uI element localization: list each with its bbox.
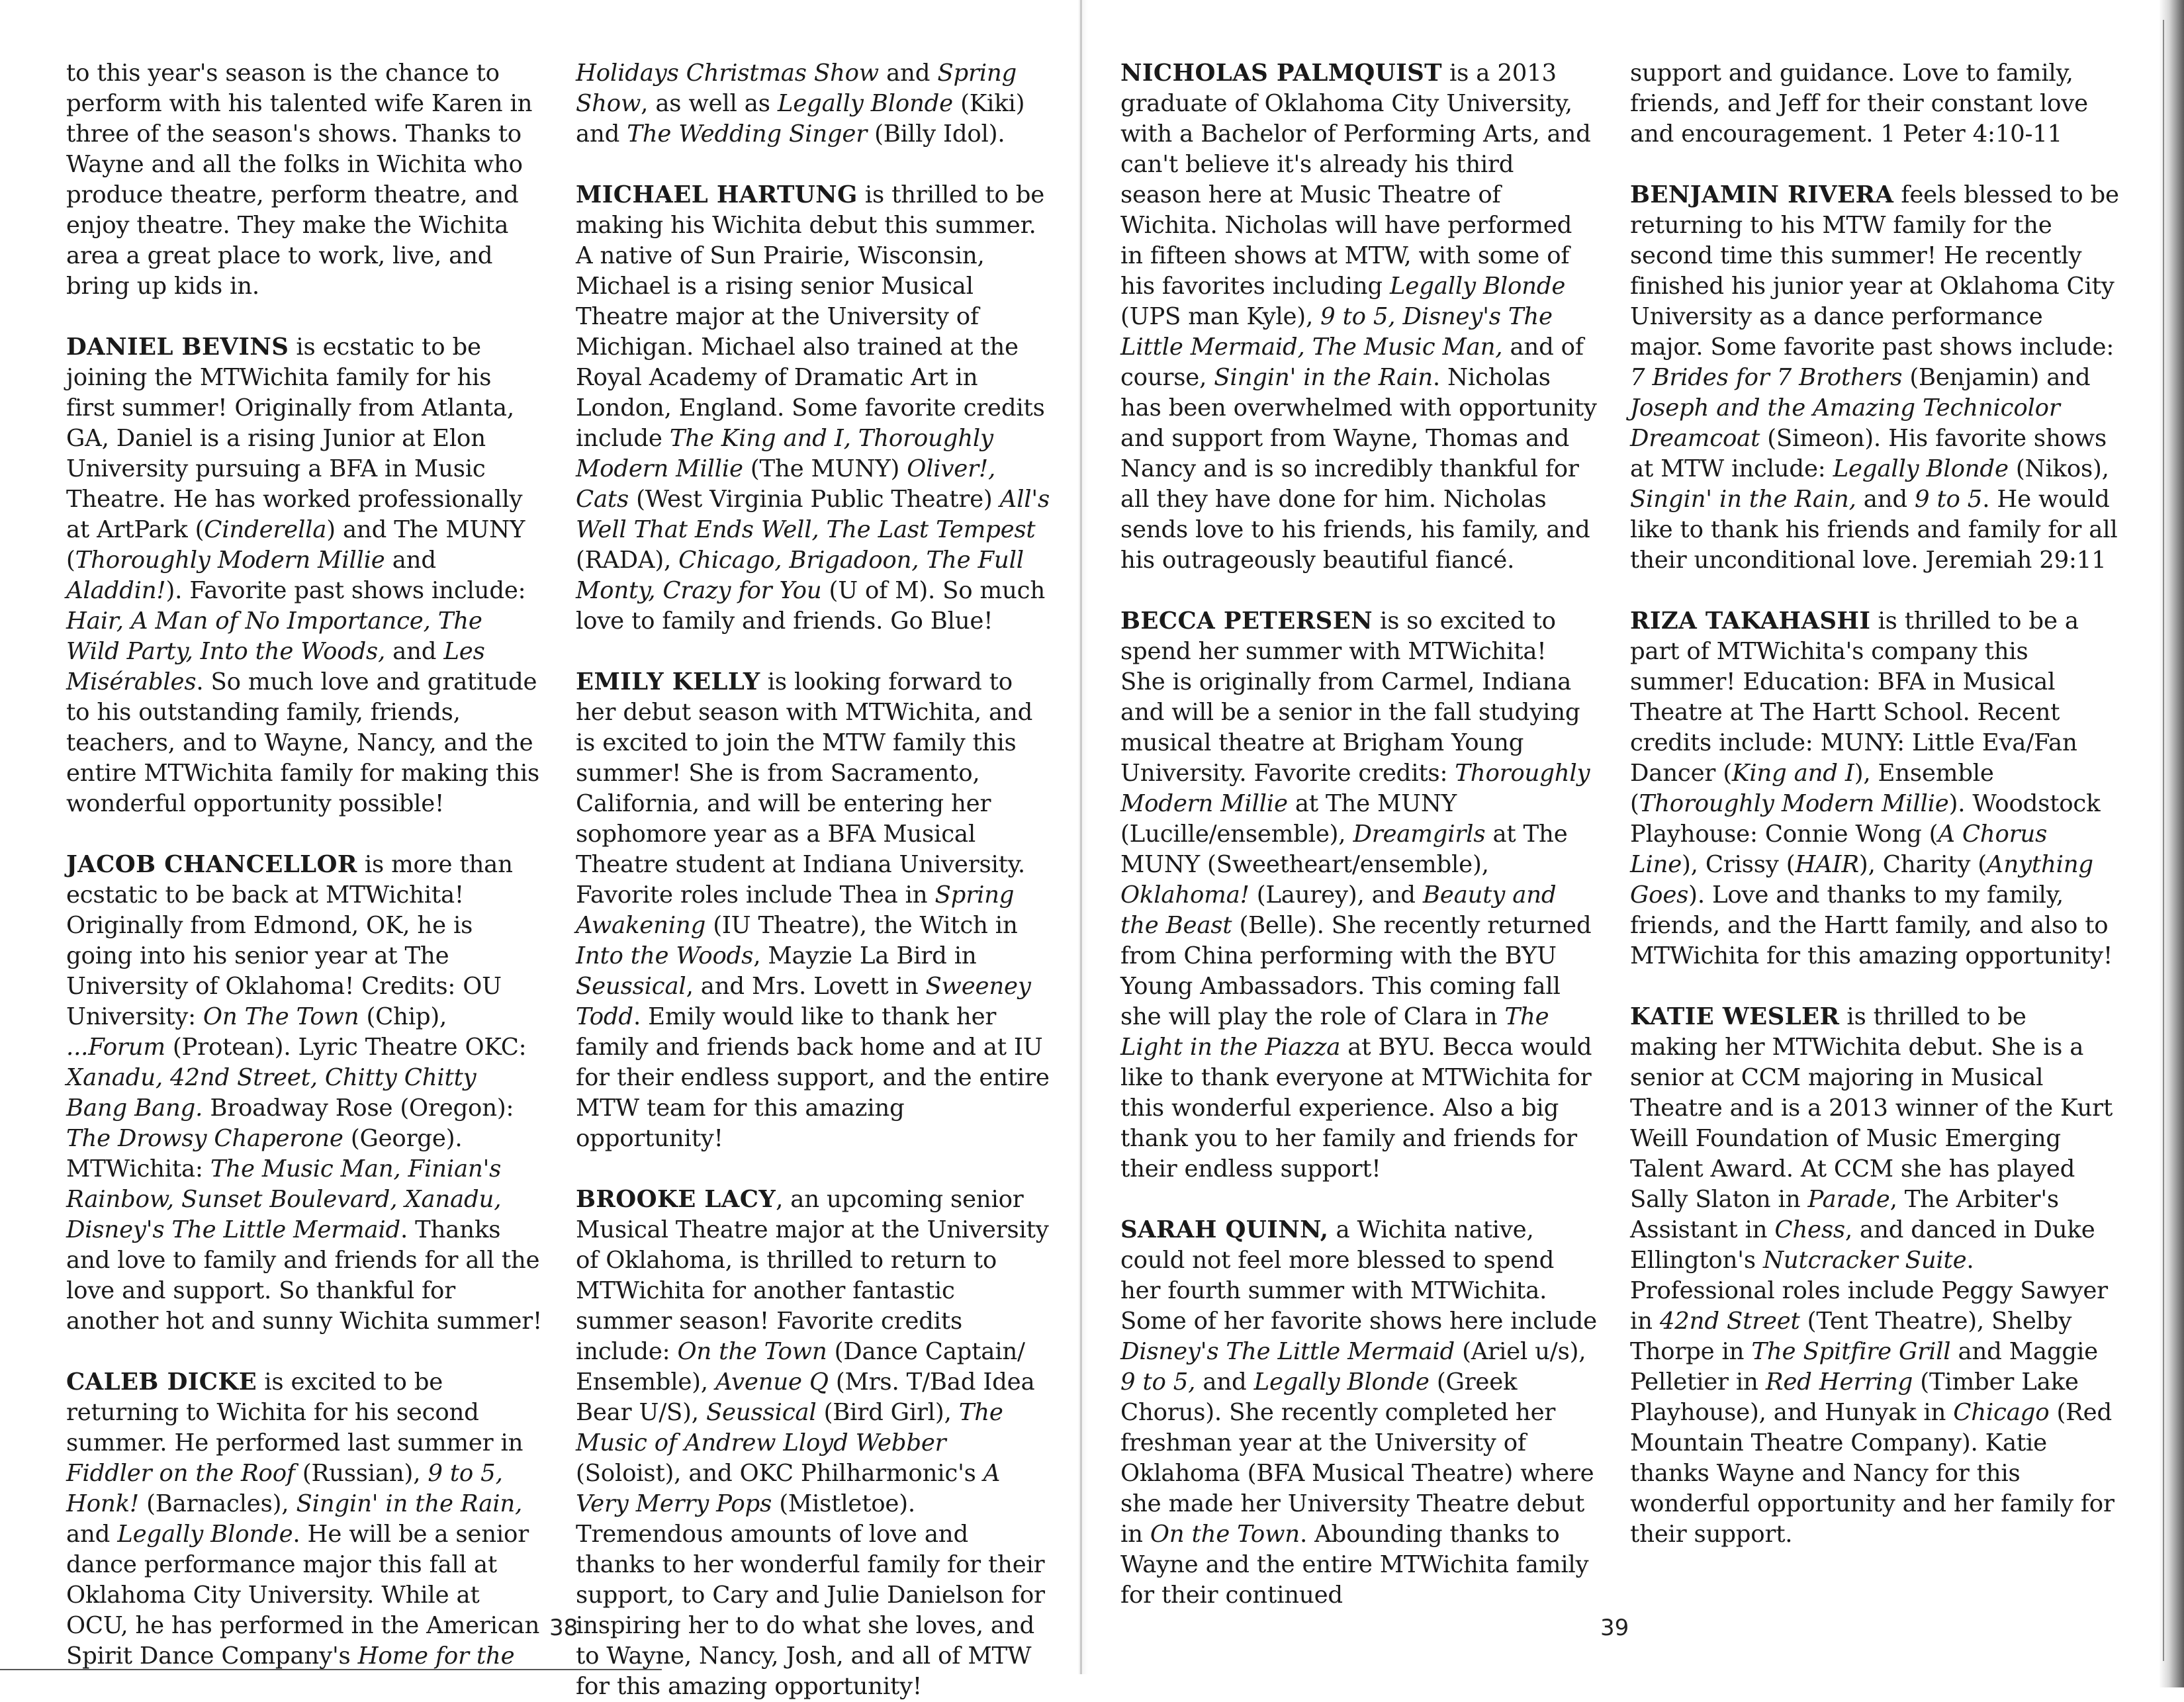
show-title: 9 to 5,: [1120, 1368, 1196, 1396]
show-title: 7 Brides for 7 Brothers: [1630, 364, 1903, 391]
bio-text: . He will be a senior dance performance major this fall at Oklahoma City University. While at OCU, he has performed in the American Spirit Dance Company's: [66, 1521, 540, 1670]
show-title: Aladdin!: [66, 577, 166, 604]
bio-text: (Bird Girl),: [816, 1399, 959, 1426]
bio-text: at BYU. Becca would like to thank everyone at MTWichita for this wonderful experience. Also a big thank you to her family and friends for their endless support!: [1120, 1034, 1592, 1183]
page-number-left: 38: [549, 1615, 578, 1641]
bio-column-1: [66, 58, 543, 1672]
bio-paragraph: [1630, 180, 2120, 576]
show-title: On the Town: [677, 1338, 827, 1365]
show-title: Thoroughly Modern Millie: [75, 547, 385, 574]
bio-text: ), Charity (: [1858, 851, 1987, 878]
bio-text: ). Woodstock Playhouse: Connie Wong (: [1630, 790, 2101, 848]
show-title: Red Herring: [1765, 1368, 1913, 1396]
bio-paragraph: [1630, 606, 2120, 971]
bio-text: ), Crissy (: [1682, 851, 1796, 878]
show-title: 9 to 5, Honk!: [66, 1460, 503, 1517]
bio-paragraph: [576, 180, 1052, 637]
show-title: Chess: [1774, 1216, 1845, 1243]
bio-text: (Kiki) and: [576, 90, 1025, 148]
bio-paragraph: [1630, 58, 2120, 150]
show-title: Legally Blonde: [117, 1521, 293, 1548]
bio-text: . Emily would like to thank her family and friends back home and at IU for their endless support, and the entire MTW team for this amazing opportunity!: [576, 1003, 1050, 1152]
performer-name: BECCA PETERSEN: [1120, 607, 1373, 635]
bio-paragraph: [576, 1185, 1052, 1702]
show-title: Singin' in the Rain,: [1630, 486, 1856, 513]
bio-column-4: [1630, 58, 2120, 1550]
bio-text: (Red Mountain Theatre Company). Katie thanks Wayne and Nancy for this wonderful opportunity and her family for their support.: [1630, 1399, 2115, 1548]
show-title: Thoroughly Modern Millie: [1639, 790, 1949, 817]
show-title: ...Forum: [66, 1034, 165, 1061]
show-title: On the Town: [1150, 1521, 1300, 1548]
bio-text: (Nikos),: [2008, 455, 2109, 482]
bio-text: is so excited to spend her summer with MTWichita! She is originally from Carmel, Indiana and will be a senior in the fall studying musical theatre at Brigham Young University. Favorite credits:: [1120, 607, 1580, 787]
show-title: A Chorus Line: [1630, 821, 2048, 878]
bio-text: . So much love and gratitude to his outstanding family, friends, teachers, and to Wayne, Nancy, and the entire MTWichita family for making this wonderful opportunity possible!: [66, 668, 540, 817]
show-title: Singin' in the Rain: [1214, 364, 1433, 391]
show-title: The King and I, Thoroughly Modern Millie: [576, 425, 993, 482]
bio-text: and Maggie Pelletier in: [1630, 1338, 2098, 1396]
bio-text: (Greek Chorus). She recently completed her freshman year at the University of Oklahoma (BFA Musical Theatre) where she made her University Theatre debut in: [1120, 1368, 1594, 1548]
bio-text: and: [66, 1521, 118, 1548]
bio-text: and: [879, 60, 938, 87]
bio-text: (Mrs. T/Bad Idea Bear U/S),: [576, 1368, 1035, 1426]
bio-text: , and Mrs. Lovett in: [686, 973, 926, 1000]
bio-paragraph: [1120, 58, 1597, 576]
show-title: HAIR: [1795, 851, 1859, 878]
bio-text: (IU Theatre), the Witch in: [705, 912, 1018, 939]
bio-text: ) and The MUNY (: [66, 516, 525, 574]
show-title: Legally Blonde: [1390, 273, 1566, 300]
page-number-right: 39: [1600, 1615, 1629, 1641]
show-title: Disney's The Little Mermaid: [1120, 1338, 1455, 1365]
bio-text: feels blessed to be returning to his MTW family for the second time this summer! He recently finished his junior year at Oklahoma City University as a dance performance major. Some favorite past shows include:: [1630, 181, 2119, 361]
bio-text: (Belle). She recently returned from China performing with the BYU Young Ambassadors. This coming fall she will play the role of Clara in: [1120, 912, 1592, 1030]
show-title: Thoroughly Modern Millie: [1120, 760, 1590, 817]
bio-text: at The MUNY (Sweetheart/ensemble),: [1120, 821, 1568, 878]
bio-text: , an upcoming senior Musical Theatre major at the University of Oklahoma, is thrilled to return to MTWichita for another fantastic summer season! Favorite credits include:: [576, 1186, 1049, 1365]
page-gutter: [1080, 0, 1082, 1674]
bio-text: is ecstatic to be joining the MTWichita family for his first summer! Originally from Atlanta, GA, Daniel is a rising Junior at Elon University pursuing a BFA in Music Theatre. He has worked professionally at ArtPark (: [66, 334, 523, 543]
bio-paragraph: [66, 850, 543, 1337]
bio-text: (Russian),: [295, 1460, 428, 1487]
show-title: Holidays Christmas Show: [576, 60, 879, 87]
bio-text: is more than ecstatic to be back at MTWichita! Originally from Edmond, OK, he is going into his senior year at The University of Oklahoma! Credits: OU University:: [66, 851, 513, 1030]
bio-text: (U of M). So much love to family and friends. Go Blue!: [576, 577, 1046, 635]
show-title: Singin' in the Rain,: [296, 1490, 523, 1517]
bio-text: . Abounding thanks to Wayne and the entire MTWichita family for their continued: [1120, 1521, 1589, 1609]
show-title: Les Misérables: [66, 638, 485, 695]
performer-name: KATIE WESLER: [1630, 1003, 1840, 1030]
show-title: Legally Blonde: [1253, 1368, 1430, 1396]
bio-text: and: [385, 547, 436, 574]
show-title: 9 to 5, Disney's The Little Mermaid, The Music Man,: [1120, 303, 1553, 361]
bio-text: is thrilled to be a part of MTWichita's company this summer! Education: BFA in Musical Theatre at The Hartt School. Recent credits include: MUNY: Little Eva/Fan Dancer (: [1630, 607, 2079, 787]
show-title: Seussical: [576, 973, 686, 1000]
show-title: Sweeney Todd: [576, 973, 1031, 1030]
bio-paragraph: [66, 1367, 543, 1672]
bio-text: , The Arbiter's Assistant in: [1630, 1186, 2059, 1243]
bio-text: (Soloist), and OKC Philharmonic's: [576, 1460, 983, 1487]
bio-text: (Chip),: [359, 1003, 447, 1030]
bio-paragraph: [66, 58, 543, 302]
bio-text: is thrilled to be making her MTWichita debut. She is a senior at CCM majoring in Musical Theatre and is a 2013 winner of the Kurt Weill Foundation of Music Emerging Talent Award. At CCM she has played Sally Slaton in: [1630, 1003, 2113, 1213]
bio-text: . Thanks and love to family and friends for all the love and support. So thankful for another hot and sunny Wichita summer!: [66, 1216, 543, 1335]
bio-text: (Mistletoe). Tremendous amounts of love and thanks to her wonderful family for their support, to Cary and Julie Danielson for inspiring her to do what she loves, and to Wayne, Nancy, Josh, and all of MTW for this amazing opportunity!: [576, 1490, 1045, 1700]
performer-name: SARAH QUINN,: [1120, 1216, 1329, 1243]
show-title: Anything Goes: [1630, 851, 2093, 909]
show-title: Legally Blonde: [777, 90, 953, 117]
bio-text: (West Virginia Public Theatre): [629, 486, 1000, 513]
show-title: 42nd Street: [1659, 1308, 1800, 1335]
bio-paragraph: [576, 58, 1052, 150]
show-title: All's Well That Ends Well, The Last Tempest: [576, 486, 1050, 543]
bio-text: and: [385, 638, 444, 665]
bio-text: is thrilled to be making his Wichita debut this summer. A native of Sun Prairie, Wisconsin, Michael is a rising senior Musical Theatre major at the University of Michigan. Michael also trained at the Royal Academy of Dramatic Art in London, England. Some favorite credits include: [576, 181, 1045, 452]
show-title: The Wedding Singer: [627, 120, 868, 148]
show-title: Chicago: [1953, 1399, 2050, 1426]
bio-text: Broadway Rose (Oregon):: [203, 1095, 514, 1122]
show-title: The Light in the Piazza: [1120, 1003, 1549, 1061]
bio-column-3: [1120, 58, 1597, 1611]
bio-text: (Simeon). His favorite shows at MTW include:: [1630, 425, 2107, 482]
show-title: Avenue Q: [715, 1368, 829, 1396]
bio-text: (UPS man Kyle),: [1120, 303, 1321, 330]
show-title: The Music of Andrew Lloyd Webber: [576, 1399, 1003, 1456]
bio-paragraph: [576, 667, 1052, 1154]
show-title: Seussical: [705, 1399, 817, 1426]
show-title: Into the Woods: [576, 942, 754, 969]
show-title: Oklahoma!: [1120, 881, 1250, 909]
bio-text: and of course,: [1120, 334, 1584, 391]
bio-text: (Barnacles),: [138, 1490, 296, 1517]
show-title: The Music Man, Finian's Rainbow, Sunset Boulevard, Xanadu, Disney's The Little Mermaid: [66, 1155, 502, 1243]
bio-text: ). Love and thanks to my family, friends, and the Hartt family, and also to MTWichita for this amazing opportunity!: [1630, 881, 2113, 969]
bio-text: (Tent Theatre), Shelby Thorpe in: [1630, 1308, 2072, 1365]
show-title: Oliver!, Cats: [576, 455, 996, 513]
show-title: Joseph and the Amazing Technicolor Dreamcoat: [1630, 394, 2060, 452]
show-title: Home for the: [357, 1642, 515, 1670]
bio-text: support and guidance. Love to family, friends, and Jeff for their constant love and encouragement. 1 Peter 4:10-11: [1630, 60, 2088, 148]
bio-paragraph: [1120, 1215, 1597, 1611]
bio-paragraph: [1630, 1002, 2120, 1550]
bio-text: . Professional roles include Peggy Sawyer in: [1630, 1247, 2108, 1335]
performer-name: BENJAMIN RIVERA: [1630, 181, 1894, 208]
show-title: Chicago, Brigadoon, The Full Monty, Crazy for You: [576, 547, 1024, 604]
bio-text: (The MUNY): [743, 455, 907, 482]
performer-name: DANIEL BEVINS: [66, 334, 289, 361]
bio-text: (Billy Idol).: [867, 120, 1005, 148]
bio-text: , as well as: [641, 90, 778, 117]
bio-text: (Protean). Lyric Theatre OKC:: [165, 1034, 527, 1061]
show-title: Hair, A Man of No Importance, The Wild Party, Into the Woods,: [66, 607, 482, 665]
bio-paragraph: [66, 332, 543, 819]
show-title: Fiddler on the Roof: [66, 1460, 295, 1487]
bio-column-2: [576, 58, 1052, 1702]
show-title: Spring Show: [576, 60, 1017, 117]
bio-text: . Nicholas has been overwhelmed with opportunity and support from Wayne, Thomas and Nancy and is so incredibly thankful for all they have done for him. Nicholas sends love to his friends, his family, and his outrageously beautiful fiancé.: [1120, 364, 1597, 574]
bio-text: (Timber Lake Playhouse), and Hunyak in: [1630, 1368, 2079, 1426]
performer-name: MICHAEL HARTUNG: [576, 181, 858, 208]
performer-name: CALEB DICKE: [66, 1368, 257, 1396]
bio-text: ), Ensemble (: [1630, 760, 1994, 817]
bio-text: ). Favorite past shows include:: [165, 577, 526, 604]
show-title: Dreamgirls: [1353, 821, 1486, 848]
show-title: Nutcracker Suite: [1762, 1247, 1967, 1274]
bio-text: , Mayzie La Bird in: [753, 942, 977, 969]
bio-text: (George). MTWichita:: [66, 1125, 463, 1183]
show-title: Cinderella: [204, 516, 327, 543]
performer-name: EMILY KELLY: [576, 668, 760, 695]
bio-paragraph: [1120, 606, 1597, 1185]
bio-text: is a 2013 graduate of Oklahoma City University, with a Bachelor of Performing Arts, and can't believe it's already his third season here at Music Theatre of Wichita. Nicholas will have performed in fifteen shows at MTW, with some of his favorites including: [1120, 60, 1591, 300]
show-title: King and I: [1731, 760, 1854, 787]
show-title: 9 to 5: [1915, 486, 1983, 513]
bio-text: and: [1856, 486, 1915, 513]
show-title: Parade: [1807, 1186, 1890, 1213]
bio-text: and: [1195, 1368, 1254, 1396]
show-title: Beauty and the Beast: [1120, 881, 1557, 939]
show-title: Legally Blonde: [1833, 455, 2009, 482]
bio-text: (Benjamin) and: [1902, 364, 2091, 391]
bio-text: a Wichita native, could not feel more blessed to spend her fourth summer with MTWichita. Some of her favorite shows here include: [1120, 1216, 1597, 1335]
show-title: On The Town: [203, 1003, 359, 1030]
bio-text: at The MUNY (Lucille/ensemble),: [1120, 790, 1457, 848]
show-title: The Spitfire Grill: [1751, 1338, 1951, 1365]
bio-text: to this year's season is the chance to perform with his talented wife Karen in three of the season's shows. Thanks to Wayne and all the folks in Wichita who produce theatre, perform theatre, and enjoy theatre. They make the Wichita area a great place to work, live, and bring up kids in.: [66, 60, 533, 300]
show-title: A Very Merry Pops: [576, 1460, 1001, 1517]
bio-text: (Laurey), and: [1249, 881, 1423, 909]
show-title: Spring Awakening: [576, 881, 1015, 939]
performer-name: JACOB CHANCELLOR: [66, 851, 357, 878]
bio-text: (Ariel u/s),: [1455, 1338, 1586, 1365]
bio-text: (Dance Captain/ Ensemble),: [576, 1338, 1025, 1396]
performer-name: RIZA TAKAHASHI: [1630, 607, 1871, 635]
show-title: The Drowsy Chaperone: [66, 1125, 343, 1152]
bio-text: is excited to be returning to Wichita for his second summer. He performed last summer in: [66, 1368, 523, 1456]
bio-text: , and danced in Duke Ellington's: [1630, 1216, 2095, 1274]
bio-text: . He would like to thank his friends and family for all their unconditional love. Jeremiah 29:11: [1630, 486, 2118, 574]
bio-text: is looking forward to her debut season with MTWichita, and is excited to join the MTW family this summer! She is from Sacramento, California, and will be entering her sophomore year as a BFA Musical Theatre student at Indiana University. Favorite roles include Thea in: [576, 668, 1033, 909]
page-edge-line: [2163, 20, 2164, 1661]
bio-text: (RADA),: [576, 547, 679, 574]
performer-name: BROOKE LACY: [576, 1186, 776, 1213]
performer-name: NICHOLAS PALMQUIST: [1120, 60, 1442, 87]
show-title: Xanadu, 42nd Street, Chitty Chitty Bang Bang.: [66, 1064, 477, 1122]
